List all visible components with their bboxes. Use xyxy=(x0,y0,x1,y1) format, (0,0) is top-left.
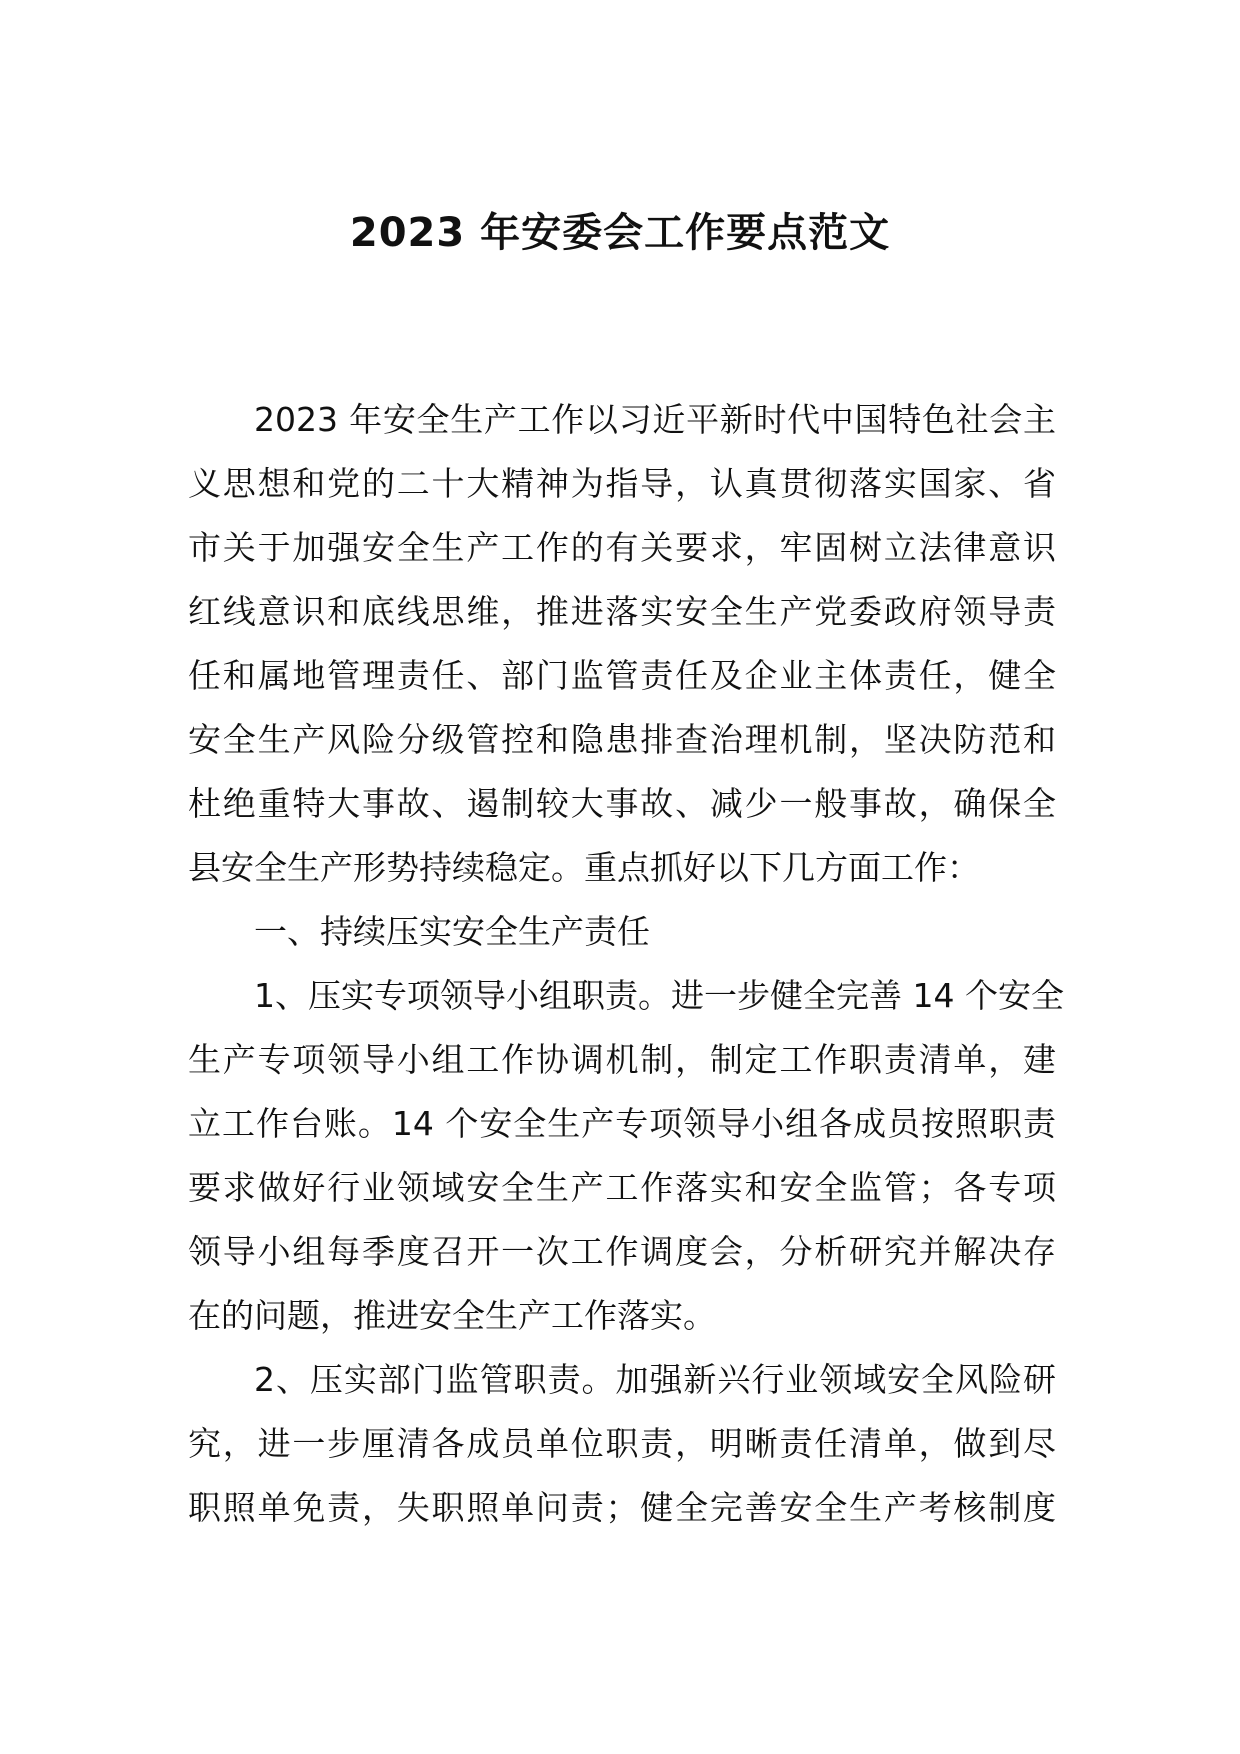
paragraph-line: 领导小组每季度召开一次工作调度会，分析研究并解决存 xyxy=(188,1232,1056,1271)
paragraph-line: 职照单免责，失职照单问责；健全完善安全生产考核制度 xyxy=(188,1488,1056,1527)
paragraph-line: 要求做好行业领域安全生产工作落实和安全监管；各专项 xyxy=(188,1168,1056,1207)
paragraph-line: 立工作台账。14 个安全生产专项领导小组各成员按照职责 xyxy=(188,1104,1056,1143)
paragraph-line: 2023 年安全生产工作以习近平新时代中国特色社会主 xyxy=(254,400,1056,439)
paragraph-line: 义思想和党的二十大精神为指导，认真贯彻落实国家、省 xyxy=(188,464,1056,503)
paragraph-line: 县安全生产形势持续稳定。重点抓好以下几方面工作： xyxy=(188,848,980,887)
paragraph-line: 在的问题，推进安全生产工作落实。 xyxy=(188,1296,716,1335)
paragraph-line: 究，进一步厘清各成员单位职责，明晰责任清单，做到尽 xyxy=(188,1424,1056,1463)
paragraph-line: 市关于加强安全生产工作的有关要求，牢固树立法律意识 xyxy=(188,528,1056,567)
paragraph-line: 2、压实部门监管职责。加强新兴行业领域安全风险研 xyxy=(254,1360,1056,1399)
paragraph-line: 1、压实专项领导小组职责。进一步健全完善 14 个安全 xyxy=(254,976,1064,1015)
paragraph-line: 杜绝重特大事故、遏制较大事故、减少一般事故，确保全 xyxy=(188,784,1056,823)
paragraph-line: 任和属地管理责任、部门监管责任及企业主体责任，健全 xyxy=(188,656,1056,695)
section-heading: 一、持续压实安全生产责任 xyxy=(254,912,650,951)
document-body xyxy=(188,388,1064,1540)
document-title: 2023 年安委会工作要点范文 xyxy=(349,210,891,256)
paragraph-line: 安全生产风险分级管控和隐患排查治理机制，坚决防范和 xyxy=(188,720,1056,759)
paragraph-line: 红线意识和底线思维，推进落实安全生产党委政府领导责 xyxy=(188,592,1056,631)
paragraph-line: 生产专项领导小组工作协调机制，制定工作职责清单，建 xyxy=(188,1040,1056,1079)
